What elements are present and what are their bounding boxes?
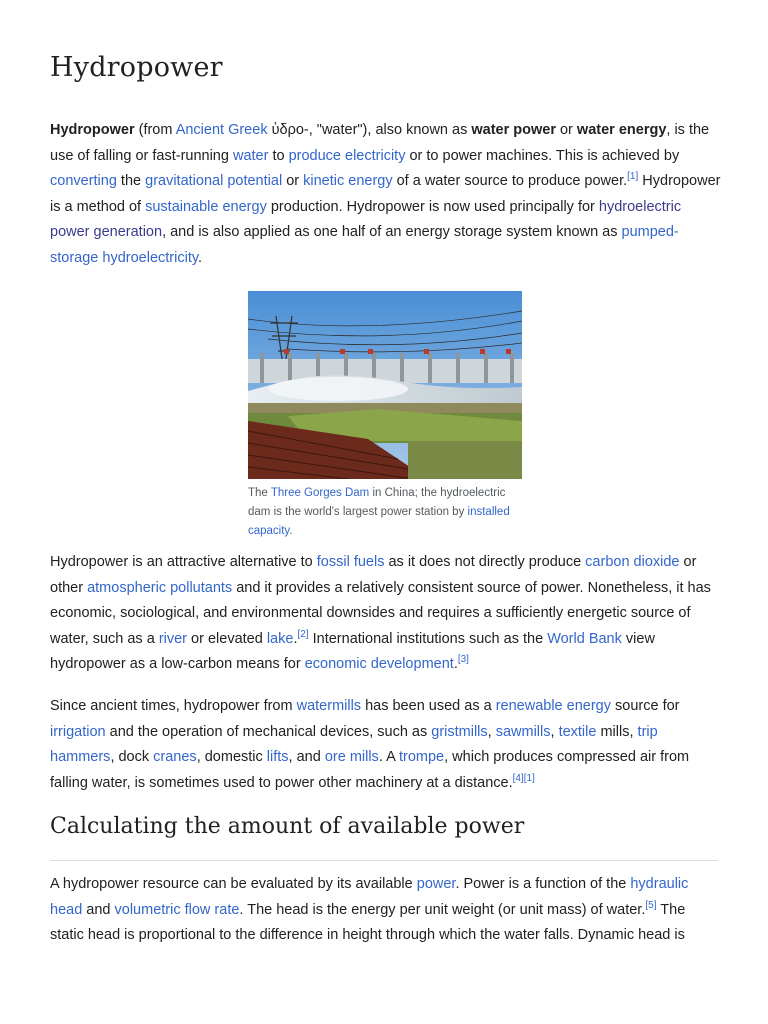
text: Hydropower is a method of [50, 173, 721, 215]
reference-2[interactable]: [2] [297, 628, 309, 640]
text: source for [610, 698, 680, 714]
link-water[interactable]: water [232, 147, 269, 164]
link-sawmills[interactable]: sawmills [495, 723, 551, 740]
text: production. Hydropower is now used principally for [266, 198, 599, 215]
term-bold: Hydropower [50, 122, 135, 138]
link-sustainable-energy[interactable]: sustainable energy [145, 198, 267, 215]
link-economic-development[interactable]: economic development [304, 656, 454, 672]
text: . [293, 630, 298, 647]
intro-paragraph [50, 118, 722, 271]
text: has been used as a [361, 698, 496, 714]
text: Since ancient times, hydropower from [50, 698, 297, 714]
text: to [268, 147, 289, 164]
text: Hydropower is an attractive alternative to [50, 554, 317, 570]
link-textile[interactable]: textile [558, 723, 597, 740]
text: , and is also applied as one half of an energy storage system known as [162, 224, 622, 240]
text: or [282, 173, 304, 189]
water-power-bold: water power [471, 122, 556, 138]
text: , dock [110, 749, 154, 765]
link-atmospheric-pollutants[interactable]: atmospheric pollutants [87, 579, 233, 596]
paragraph-alternative [50, 550, 722, 678]
text: , [487, 723, 496, 740]
link-kinetic-energy[interactable]: kinetic energy [303, 173, 393, 189]
reference-4[interactable]: [4] [512, 772, 524, 784]
page-title: Hydropower [50, 52, 223, 83]
paragraph-calculating [50, 872, 722, 949]
text: as it does not directly produce [384, 554, 586, 570]
link-hydraulic-head[interactable]: hydraulic head [50, 876, 689, 918]
link-watermills[interactable]: watermills [296, 698, 362, 714]
link-power[interactable]: power [416, 876, 456, 892]
text: . A [378, 749, 399, 765]
link-fossil-fuels[interactable]: fossil fuels [316, 554, 385, 570]
section-heading: Calculating the amount of available power [50, 814, 525, 839]
text: or elevated [187, 630, 267, 647]
link-installed-capacity[interactable]: installed capacity [248, 506, 510, 537]
link-three-gorges-dam[interactable]: Three Gorges Dam [270, 487, 370, 499]
reference-1b[interactable]: [1] [523, 772, 535, 784]
link-irrigation[interactable]: irrigation [50, 723, 106, 740]
text: or to power machines. This is achieved by [405, 147, 680, 164]
link-trompe[interactable]: trompe [398, 749, 445, 765]
text: the [116, 173, 146, 189]
text: or [555, 122, 577, 138]
text: . [198, 249, 203, 266]
figure-three-gorges [248, 291, 522, 541]
link-river[interactable]: river [158, 630, 188, 647]
text: and the operation of mechanical devices, such as [105, 723, 432, 740]
text: , [550, 723, 559, 740]
text: International institutions such as the [308, 630, 548, 647]
link-gravitational-potential[interactable]: gravitational potential [145, 173, 283, 189]
text: and it provides a relatively consistent source of power. Nonetheless, it has economic, sociological, and environmental downsides and requires a sufficiently energetic source of water, such as a [50, 579, 711, 647]
link-produce-electricity[interactable]: produce electricity [288, 147, 406, 164]
reference-5[interactable]: [5] [645, 899, 657, 911]
link-ancient-greek[interactable]: Ancient Greek [175, 122, 268, 138]
figure-caption [248, 484, 520, 541]
text: . [453, 656, 458, 672]
text: of a water source to produce power. [392, 173, 628, 189]
link-lifts[interactable]: lifts [266, 749, 289, 765]
link-volumetric-flow-rate[interactable]: volumetric flow rate [114, 901, 240, 918]
dam-photo[interactable] [248, 291, 522, 479]
text: A hydropower resource can be evaluated by its available [50, 876, 417, 892]
text: ὑδρο-, "water"), also known as [267, 122, 472, 138]
text: . Power is a function of the [455, 876, 631, 892]
reference-3[interactable]: [3] [457, 654, 469, 666]
text: mills, [596, 723, 638, 740]
text: (from [134, 122, 176, 138]
paragraph-history [50, 694, 722, 796]
text: , and [288, 749, 325, 765]
text: . [289, 525, 293, 537]
text: in China; the hydroelectric dam is the world's largest power station by [248, 487, 506, 518]
link-renewable-energy[interactable]: renewable energy [495, 698, 611, 714]
link-carbon-dioxide[interactable]: carbon dioxide [585, 554, 680, 570]
heading-divider [50, 860, 718, 861]
link-gristmills[interactable]: gristmills [431, 723, 488, 740]
text: . The head is the energy per unit weight (or unit mass) of water. [239, 901, 646, 918]
link-world-bank[interactable]: World Bank [547, 630, 622, 647]
text: , which produces compressed air from falling water, is sometimes used to power other machinery at a distance. [50, 749, 690, 791]
reference-1[interactable]: [1] [627, 171, 639, 183]
text: view hydropower as a low-carbon means for [50, 630, 655, 672]
link-hydroelectric-power-generation[interactable]: hydroelectric power generation [50, 198, 682, 240]
text: , domestic [196, 749, 267, 765]
text: and [82, 901, 115, 918]
text: The static head is proportional to the difference in height through which the water falls. Dynamic head is [50, 901, 686, 943]
link-ore-mills[interactable]: ore mills [324, 749, 379, 765]
text: or other [50, 554, 697, 596]
text: The [248, 487, 271, 499]
link-cranes[interactable]: cranes [153, 749, 197, 765]
water-energy-bold: water energy [576, 122, 667, 138]
link-pumped-storage[interactable]: pumped-storage hydroelectricity [50, 224, 679, 266]
link-lake[interactable]: lake [266, 630, 294, 647]
link-trip-hammers[interactable]: trip hammers [50, 723, 658, 765]
text: , is the use of falling or fast-running [50, 122, 710, 164]
link-converting[interactable]: converting [50, 173, 117, 189]
